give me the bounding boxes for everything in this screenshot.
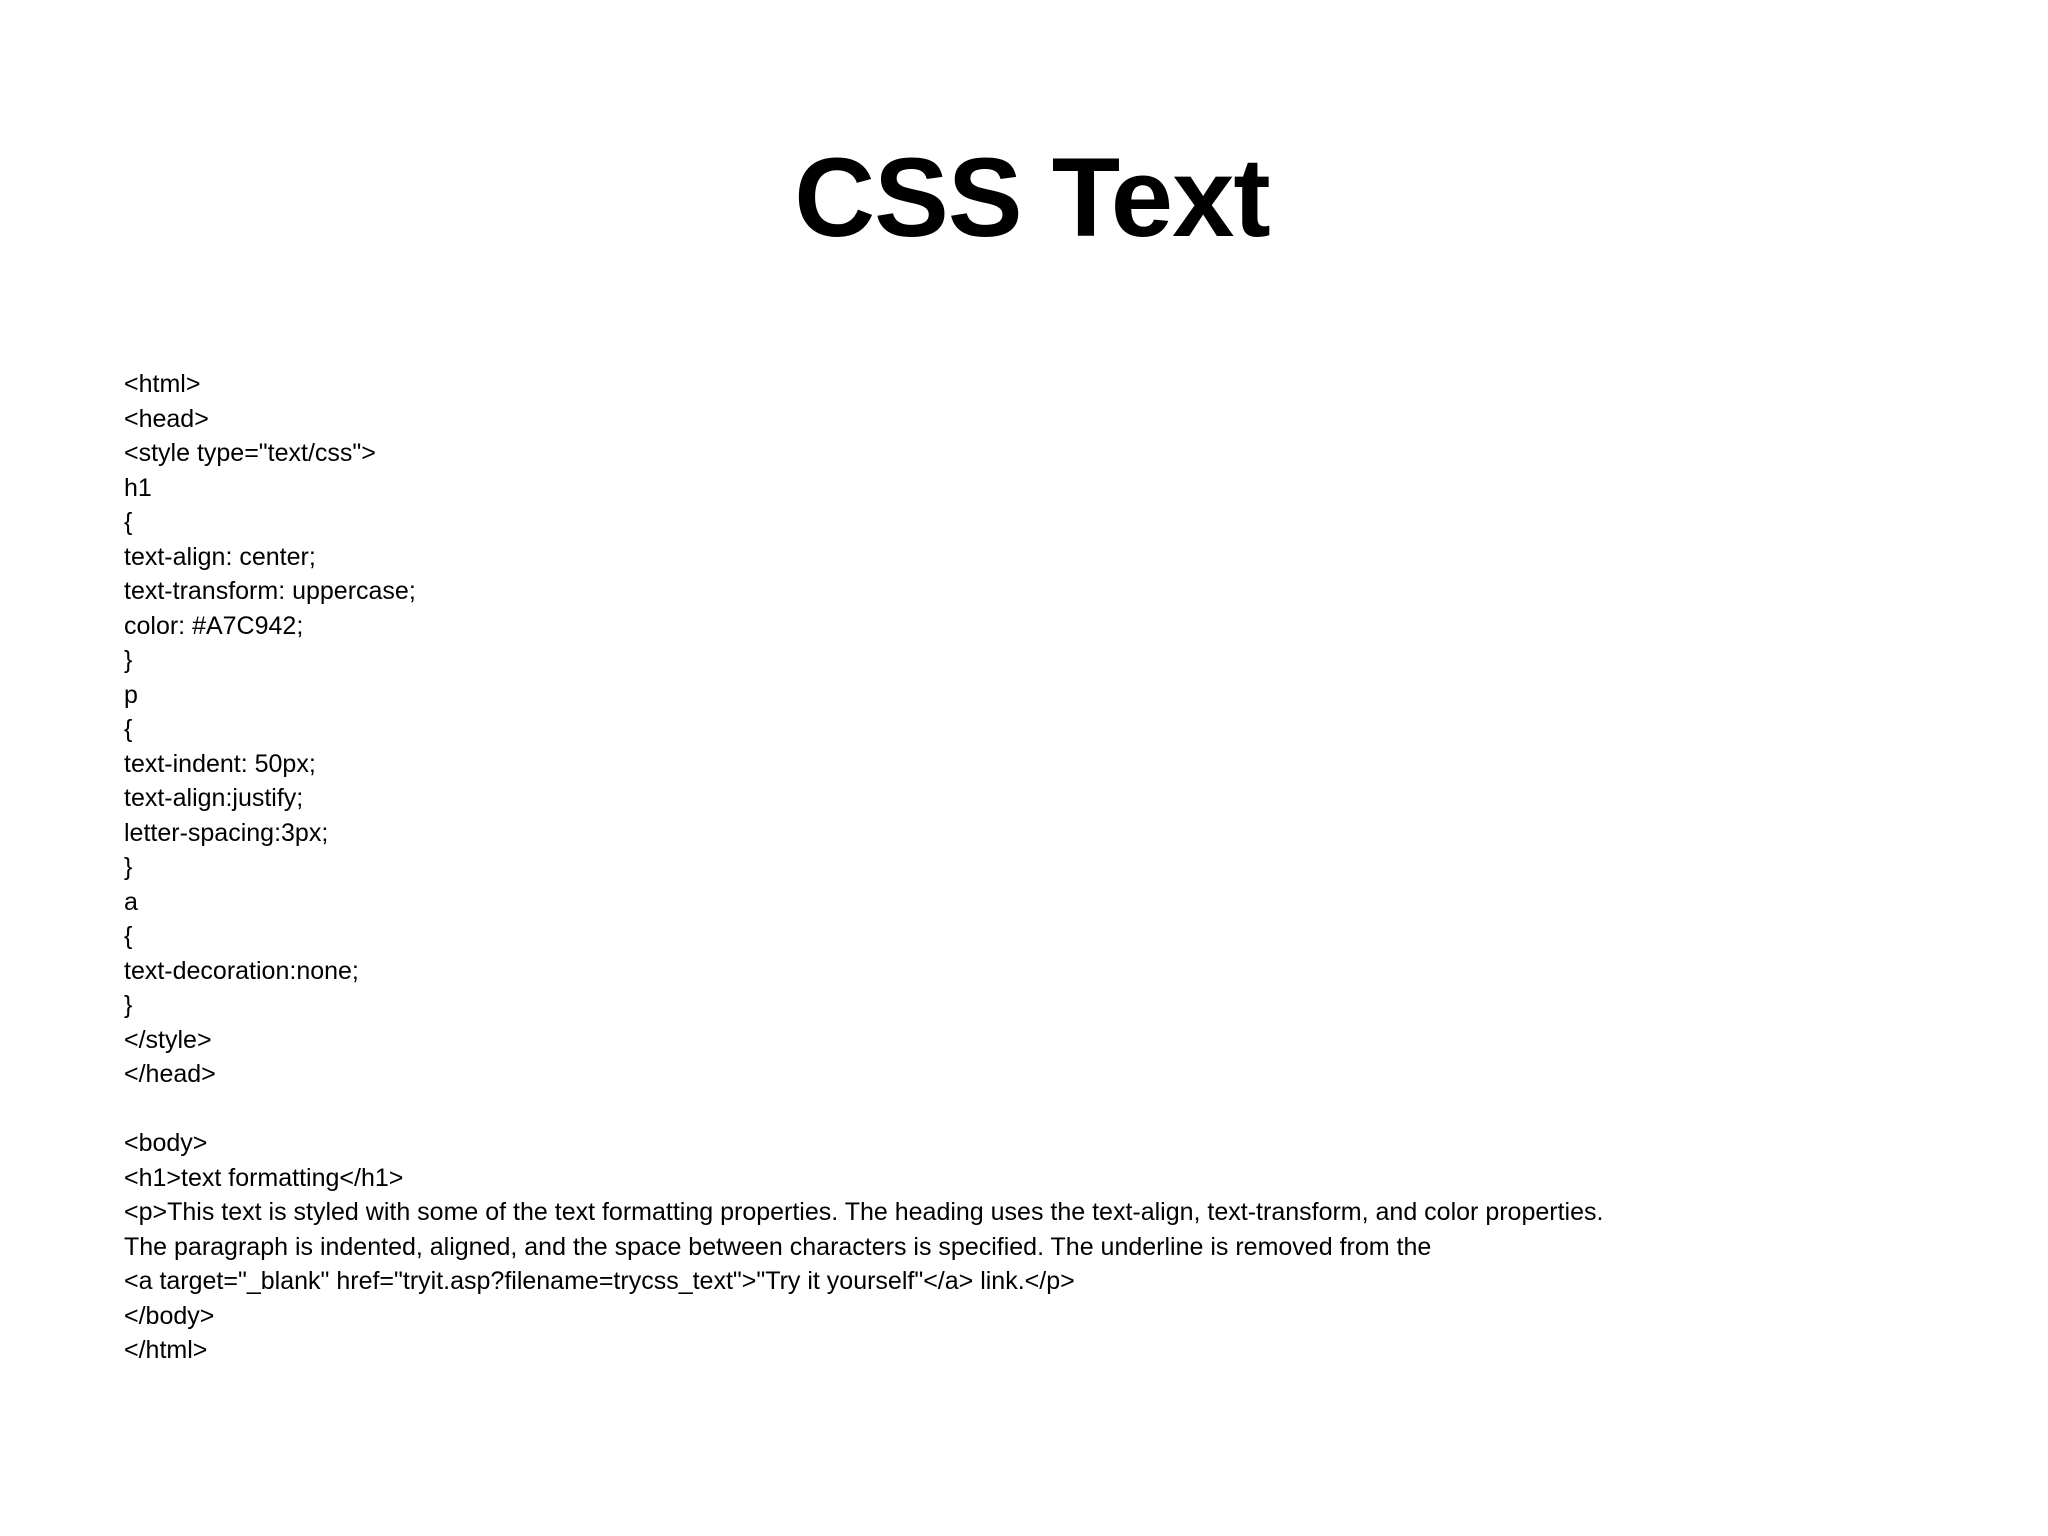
code-line: h1	[124, 473, 152, 502]
code-line: text-decoration:none;	[124, 956, 359, 985]
code-line: <p>This text is styled with some of the text formatting properties. The heading uses the text-align, text-transform, and color properties.	[124, 1198, 1604, 1226]
code-line: }	[124, 853, 133, 881]
code-line: }	[124, 991, 133, 1019]
slide-title: CSS Text	[794, 135, 1270, 260]
code-line: <html>	[124, 370, 201, 398]
code-line: }	[124, 646, 133, 674]
code-line: color: #A7C942;	[124, 611, 304, 640]
code-line: </body>	[124, 1301, 215, 1330]
code-line: {	[124, 715, 133, 743]
code-line: </head>	[124, 1060, 216, 1088]
code-line: text-indent: 50px;	[124, 749, 316, 778]
code-line: <head>	[124, 404, 209, 433]
code-line: <a target="_blank" href="tryit.asp?filename=trycss_text">"Try it yourself"</a> link.</p>	[124, 1267, 1075, 1295]
code-line: </style>	[124, 1025, 212, 1054]
code-line: p	[124, 680, 138, 709]
code-line: {	[124, 922, 133, 950]
code-line: letter-spacing:3px;	[124, 818, 329, 847]
code-line: The paragraph is indented, aligned, and the space between characters is specified. The underline is removed from the	[124, 1232, 1432, 1261]
code-line: <body>	[124, 1129, 208, 1157]
code-line: </html>	[124, 1336, 208, 1364]
code-line: a	[124, 887, 138, 916]
code-line: text-align:justify;	[124, 784, 304, 812]
code-line: text-transform: uppercase;	[124, 577, 416, 605]
code-line-blank	[124, 1092, 2004, 1127]
code-line: {	[124, 508, 133, 536]
code-line: text-align: center;	[124, 542, 316, 571]
code-line: <style type="text/css">	[124, 439, 376, 467]
code-block	[124, 367, 2004, 1368]
code-line: <h1>text formatting</h1>	[124, 1163, 404, 1192]
